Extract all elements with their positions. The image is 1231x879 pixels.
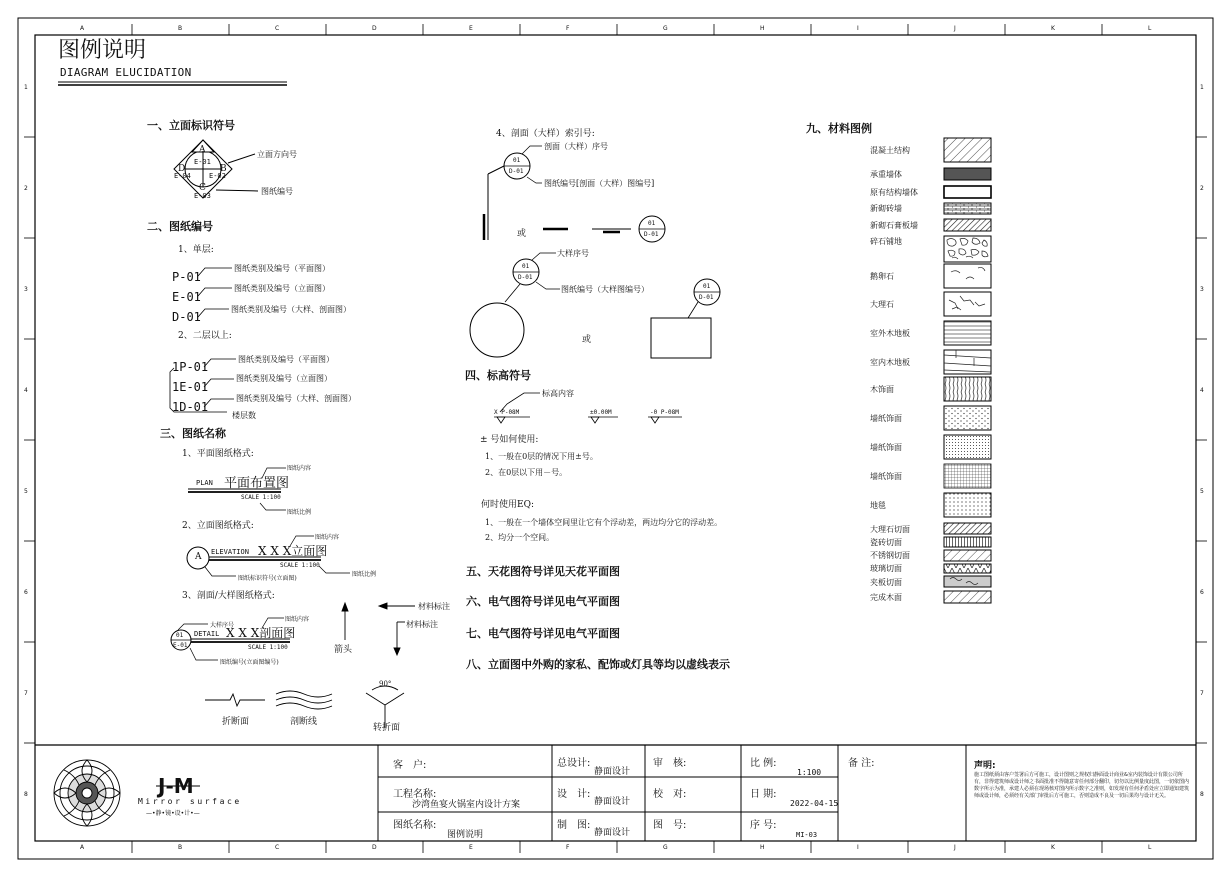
company-logo-text: J-M: [158, 774, 194, 798]
sub-heading: 1、平面图纸格式:: [182, 449, 254, 459]
declaration-title: 声明:: [974, 761, 996, 771]
detail-number: D-01: [699, 294, 714, 301]
symbol-label: 折断面: [222, 717, 250, 727]
angle-label: 90°: [379, 680, 392, 688]
callout-label: 大样序号: [210, 622, 235, 629]
section-heading: 六、电气图符号详见电气平面图: [466, 595, 620, 608]
detail-number: 01: [648, 220, 656, 227]
material-label: 墙纸饰面: [870, 443, 902, 452]
detail-number: 01: [176, 632, 184, 639]
elevation-letter: C: [199, 183, 206, 193]
elevation-letter: A: [195, 552, 202, 562]
grid-row-label: 3: [24, 286, 28, 293]
material-label: 新砌砖墙: [870, 204, 902, 213]
elevation-code: E-02: [209, 172, 226, 180]
note-text: 1、一般在0层的情况下用±号。: [485, 452, 598, 461]
material-label: 地毯: [870, 501, 886, 510]
grid-col-label: I: [857, 844, 859, 851]
material-label: 玻璃切面: [870, 564, 902, 573]
grid-col-label: L: [1148, 25, 1152, 32]
grid-row-label: 5: [24, 488, 28, 495]
declaration-text: 施工图纸须由客户签署后方可施工，设计图则之规权归静面设计商业&室内装饰设计有限公司所有，非得建筑师或设计师之书面批准不得随意寄任何部分翻印，切勿以比例量度此图，一切依图内数字所示为准，承建人必须在现场核对图内所示数字之准则，如发现有任何矛盾处应立即通知建筑师或设计师，必须经有关部门审批后方可施工，否则造成不良及一切后果均与设计无关。: [974, 772, 1190, 799]
dwg-code-desc: 图纸类别及编号（立面图）: [236, 374, 332, 383]
callout-label: 图纸编号（大样图编号）: [561, 285, 649, 294]
grid-col-label: H: [760, 25, 765, 32]
designer: 静面设计: [594, 797, 631, 807]
material-label: 室内木地板: [870, 358, 910, 367]
callout-label: 图纸比例: [352, 571, 377, 578]
note-text: 2、在0层以下用－号。: [485, 468, 568, 477]
material-label: 大理石切面: [870, 525, 910, 534]
grid-col-label: K: [1051, 844, 1055, 851]
callout-label: 图纸内容: [287, 465, 312, 472]
grid-col-label: F: [566, 25, 570, 32]
grid-col-label: A: [80, 25, 85, 32]
grid-col-label: C: [275, 25, 280, 32]
grid-col-label: E: [469, 25, 473, 32]
chief-designer-label: 总设计:: [557, 758, 591, 769]
date-value: 2022-04-15: [790, 799, 839, 808]
sub-heading: 3、剖面/大样图纸格式:: [182, 591, 275, 601]
title-cn: X X X剖面图: [226, 626, 296, 640]
note-text: 1、一般在一个墙体空间里让它有个浮动差，两边均分它的浮动差。: [485, 518, 723, 527]
callout-label: 剖面（大样）序号: [544, 142, 608, 151]
page-subtitle: DIAGRAM ELUCIDATION: [60, 66, 192, 79]
remark-label: 备 注:: [848, 758, 875, 769]
detail-number: 01: [513, 157, 521, 164]
scale-label: SCALE 1:100: [248, 644, 288, 651]
material-label: 墙纸饰面: [870, 414, 902, 423]
sub-heading: 1、单层:: [178, 245, 214, 255]
grid-col-label: B: [178, 25, 183, 32]
callout-label: 材料标注: [418, 602, 450, 611]
detail-number: E-01: [173, 642, 188, 649]
callout-label: 图纸编号(立面图编号): [220, 659, 279, 666]
grid-col-label: G: [663, 844, 668, 851]
dwg-code-desc: 图纸类别及编号（平面图）: [238, 355, 334, 364]
grid-col-label: B: [178, 844, 183, 851]
callout-label: 图纸标识符号(立面图): [238, 575, 297, 582]
dwg-no-label: 图 号:: [653, 820, 687, 831]
callout-label: 图纸编号: [261, 187, 293, 196]
callout-label: 图纸比例: [287, 509, 312, 516]
grid-col-label: K: [1051, 25, 1055, 32]
callout-label: 图纸内容: [285, 616, 310, 623]
grid-row-label: 1: [24, 84, 28, 91]
grid-row-label: 2: [24, 185, 28, 192]
dwg-code-desc: 图纸类别及编号（立面图）: [234, 284, 330, 293]
callout-label: 标高内容: [542, 389, 574, 398]
callout-label: 材料标注: [406, 620, 438, 629]
grid-col-label: C: [275, 844, 280, 851]
section-heading: 二、图纸编号: [147, 220, 213, 233]
grid-col-label: A: [80, 844, 85, 851]
section-heading: 八、立面图中外购的家私、配饰或灯具等均以虚线表示: [466, 658, 730, 671]
title-en: ELEVATION: [211, 548, 249, 556]
material-label: 鹅卵石: [870, 272, 894, 281]
sub-heading: ± 号如何使用:: [480, 435, 539, 445]
grid-row-label: 6: [24, 589, 28, 596]
project-name: 沙湾鱼宴火锅室内设计方案: [412, 800, 521, 810]
level-value: X P-08M: [494, 409, 520, 416]
material-label: 大理石: [870, 300, 894, 309]
callout-label: 图纸内容: [315, 534, 340, 541]
grid-row-label: 7: [1200, 690, 1204, 697]
grid-col-label: J: [954, 25, 956, 32]
level-value: -0 P-08M: [650, 409, 679, 416]
section-heading: 三、图纸名称: [160, 427, 226, 440]
scale-label: 比 例:: [750, 758, 777, 769]
dwg-code: 1D-01: [172, 400, 209, 414]
grid-row-label: 4: [24, 387, 28, 394]
detail-number: D-01: [518, 274, 533, 281]
grid-row-label: 8: [24, 791, 28, 798]
section-heading: 五、天花图符号详见天花平面图: [466, 565, 620, 578]
sub-heading: 2、立面图纸格式:: [182, 521, 254, 531]
grid-col-label: I: [857, 25, 859, 32]
company-logo-sub: Mirror surface: [138, 797, 242, 806]
material-label: 混凝土结构: [870, 146, 910, 155]
material-label: 室外木地板: [870, 329, 910, 338]
grid-col-label: H: [760, 844, 765, 851]
elevation-letter: A: [199, 145, 206, 155]
callout-label: 图纸编号[剖面（大样）图编号]: [544, 179, 655, 188]
scale-value: 1:100: [797, 768, 822, 777]
grid-row-label: 5: [1200, 488, 1204, 495]
elevation-code: E-03: [194, 192, 211, 200]
dwg-code: 1E-01: [172, 380, 209, 394]
material-label: 承重墙体: [870, 170, 902, 179]
dwgname-label: 图纸名称:: [393, 820, 437, 831]
dwgname-value: 图例说明: [447, 830, 484, 840]
grid-row-label: 7: [24, 690, 28, 697]
detail-number: D-01: [644, 231, 659, 238]
title-en: DETAIL: [194, 630, 220, 638]
company-logo-tag: —•静•镜•设•计•—: [146, 810, 200, 817]
floor-label: 楼层数: [232, 411, 256, 420]
material-label: 瓷砖切面: [870, 538, 902, 547]
sub-heading: 2、二层以上:: [178, 331, 232, 341]
section-heading: 九、材料图例: [806, 122, 872, 135]
symbol-label: 剖断线: [290, 717, 318, 727]
level-value: ±0.00M: [590, 409, 612, 416]
elevation-code: E-01: [194, 158, 211, 166]
symbol-label: 转折面: [373, 723, 401, 733]
section-heading: 四、标高符号: [465, 369, 531, 382]
section-heading: 七、电气图符号详见电气平面图: [466, 627, 620, 640]
material-label: 完成木面: [870, 593, 902, 602]
scale-label: SCALE 1:100: [241, 494, 281, 501]
drafter: 静面设计: [594, 828, 631, 838]
client-label: 客 户:: [393, 760, 427, 771]
material-label: 碎石铺地: [870, 237, 902, 246]
date-label: 日 期:: [750, 789, 777, 800]
callout-label: 立面方向号: [257, 150, 297, 159]
scale-label: SCALE 1:100: [280, 562, 320, 569]
drafter-label: 制 图:: [557, 820, 591, 831]
grid-col-label: J: [954, 844, 956, 851]
title-cn: 平面布置图: [224, 476, 290, 491]
seq-label: 序 号:: [750, 820, 777, 831]
material-label: 木饰面: [870, 385, 894, 394]
elevation-code: E-04: [174, 172, 191, 180]
dwg-code-desc: 图纸类别及编号（大样、剖面图）: [231, 305, 351, 314]
material-label: 墙纸饰面: [870, 472, 902, 481]
grid-row-label: 2: [1200, 185, 1204, 192]
title-en: PLAN: [196, 479, 213, 487]
dwg-code: P-01: [172, 270, 201, 284]
material-label: 夹板切面: [870, 578, 902, 587]
grid-row-label: 6: [1200, 589, 1204, 596]
grid-col-label: D: [372, 844, 377, 851]
or-label: 或: [517, 229, 527, 239]
chief-designer: 静面设计: [594, 767, 631, 777]
elevation-letter: B: [220, 164, 227, 174]
section-heading: 一、立面标识符号: [147, 119, 235, 132]
seq-value: MI-03: [796, 831, 818, 839]
sub-heading: 4、剖面（大样）索引号:: [496, 129, 595, 139]
material-label: 原有结构墙体: [870, 188, 918, 197]
or-label: 或: [582, 335, 592, 345]
arrow-label: 箭头: [334, 645, 353, 655]
dwg-code: 1P-01: [172, 360, 209, 374]
check-label: 校 对:: [653, 789, 687, 800]
sub-heading: 何时使用EQ:: [481, 500, 534, 510]
detail-number: 01: [522, 263, 530, 270]
elevation-letter: D: [178, 164, 186, 174]
dwg-code-desc: 图纸类别及编号（平面图）: [234, 264, 330, 273]
detail-number: D-01: [509, 168, 524, 175]
material-label: 不锈钢切面: [870, 551, 910, 560]
grid-row-label: 8: [1200, 791, 1204, 798]
project-label: 工程名称:: [393, 789, 437, 800]
dwg-code: D-01: [172, 310, 201, 324]
grid-col-label: L: [1148, 844, 1152, 851]
grid-col-label: D: [372, 25, 377, 32]
material-label: 新砌石膏板墙: [870, 221, 918, 230]
designer-label: 设 计:: [557, 789, 591, 800]
grid-row-label: 3: [1200, 286, 1204, 293]
review-label: 审 核:: [653, 758, 687, 769]
grid-col-label: F: [566, 844, 570, 851]
grid-col-label: E: [469, 844, 473, 851]
grid-col-label: G: [663, 25, 668, 32]
note-text: 2、均分一个空间。: [485, 533, 555, 542]
dwg-code-desc: 图纸类别及编号（大样、剖面图）: [236, 394, 356, 403]
title-cn: X X X立面图: [258, 544, 328, 558]
detail-number: 01: [703, 283, 711, 290]
grid-row-label: 1: [1200, 84, 1204, 91]
grid-row-label: 4: [1200, 387, 1204, 394]
page-title: 图例说明: [58, 38, 147, 63]
dwg-code: E-01: [172, 290, 201, 304]
callout-label: 大样序号: [557, 249, 589, 258]
